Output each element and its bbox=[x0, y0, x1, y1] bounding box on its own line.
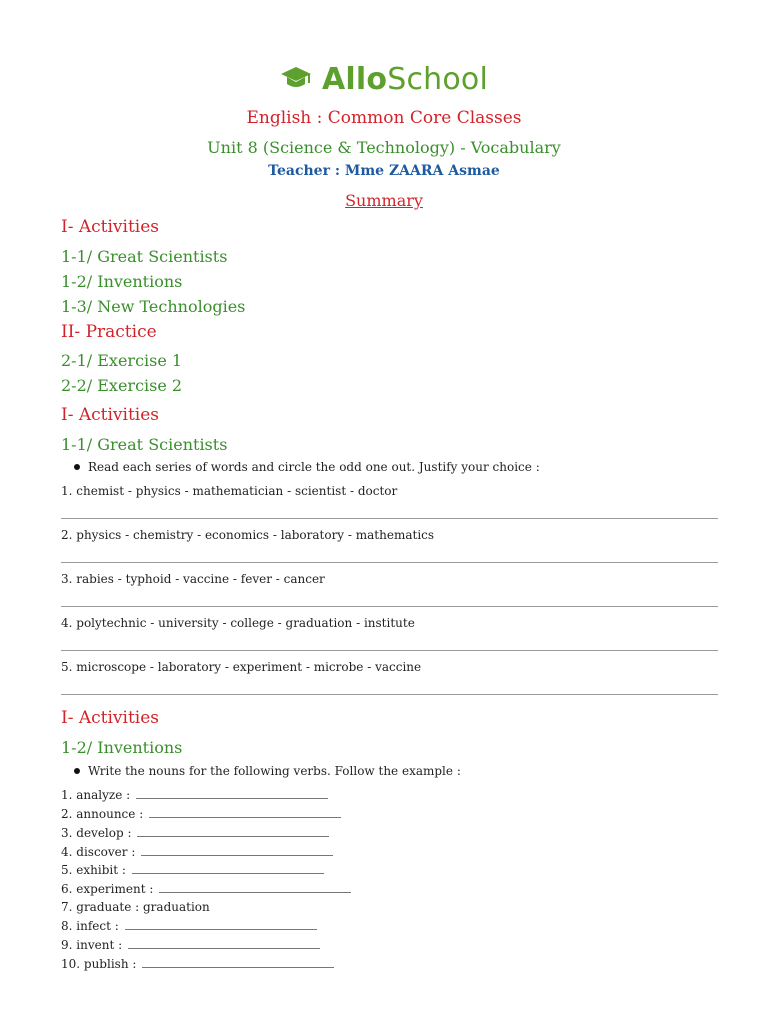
summary-item: 2-1/ Exercise 1 bbox=[61, 351, 183, 370]
answer-blank[interactable] bbox=[142, 956, 334, 968]
exercise-item: 1. chemist - physics - mathematician - scientist - doctor bbox=[61, 484, 398, 498]
verb-item-example: 7. graduate : graduation bbox=[61, 900, 210, 914]
verb-item: 8. infect : bbox=[61, 918, 317, 933]
subsection-heading: 1-1/ Great Scientists bbox=[61, 435, 228, 454]
instruction: Read each series of words and circle the odd one out. Justify your choice : bbox=[74, 460, 540, 474]
unit-title: Unit 8 (Science & Technology) - Vocabulary bbox=[207, 138, 561, 157]
verb-item: 3. develop : bbox=[61, 825, 329, 840]
summary-section-practice: II- Practice bbox=[61, 322, 157, 342]
answer-line[interactable] bbox=[61, 562, 718, 563]
answer-blank[interactable] bbox=[141, 844, 333, 856]
answer-blank[interactable] bbox=[149, 806, 341, 818]
summary-item: 2-2/ Exercise 2 bbox=[61, 376, 183, 395]
verb-item: 10. publish : bbox=[61, 956, 334, 971]
teacher-line: Teacher : Mme ZAARA Asmae bbox=[268, 163, 500, 179]
exercise-item: 4. polytechnic - university - college - graduation - institute bbox=[61, 616, 415, 630]
subject-title: English : Common Core Classes bbox=[246, 108, 522, 128]
verb-item: 1. analyze : bbox=[61, 787, 328, 802]
answer-blank[interactable] bbox=[132, 862, 324, 874]
answer-blank[interactable] bbox=[125, 918, 317, 930]
answer-line[interactable] bbox=[61, 606, 718, 607]
summary-item: 1-1/ Great Scientists bbox=[61, 247, 228, 266]
logo-text: AlloSchool bbox=[322, 62, 488, 97]
bullet-icon bbox=[74, 464, 80, 470]
instruction: Write the nouns for the following verbs. Follow the example : bbox=[74, 764, 461, 778]
summary-item: 1-3/ New Technologies bbox=[61, 297, 246, 316]
bullet-icon bbox=[74, 768, 80, 774]
section-heading: I- Activities bbox=[61, 405, 160, 425]
summary-section-activities: I- Activities bbox=[61, 217, 160, 237]
answer-blank[interactable] bbox=[136, 787, 328, 799]
exercise-item: 3. rabies - typhoid - vaccine - fever - cancer bbox=[61, 572, 325, 586]
subsection-heading: 1-2/ Inventions bbox=[61, 738, 183, 757]
alloschool-logo bbox=[0, 62, 768, 97]
answer-blank[interactable] bbox=[137, 825, 329, 837]
summary-title: Summary bbox=[345, 191, 423, 210]
exercise-item: 2. physics - chemistry - economics - laboratory - mathematics bbox=[61, 528, 435, 542]
answer-blank[interactable] bbox=[159, 881, 351, 893]
graduation-cap-icon bbox=[280, 65, 312, 95]
verb-item: 9. invent : bbox=[61, 937, 320, 952]
answer-line[interactable] bbox=[61, 650, 718, 651]
verb-item: 2. announce : bbox=[61, 806, 341, 821]
answer-line[interactable] bbox=[61, 518, 718, 519]
answer-line[interactable] bbox=[61, 694, 718, 695]
answer-blank[interactable] bbox=[128, 937, 320, 949]
section-heading: I- Activities bbox=[61, 708, 160, 728]
verb-item: 5. exhibit : bbox=[61, 862, 324, 877]
verb-item: 6. experiment : bbox=[61, 881, 351, 896]
verb-item: 4. discover : bbox=[61, 844, 333, 859]
exercise-item: 5. microscope - laboratory - experiment - microbe - vaccine bbox=[61, 660, 422, 674]
summary-item: 1-2/ Inventions bbox=[61, 272, 183, 291]
